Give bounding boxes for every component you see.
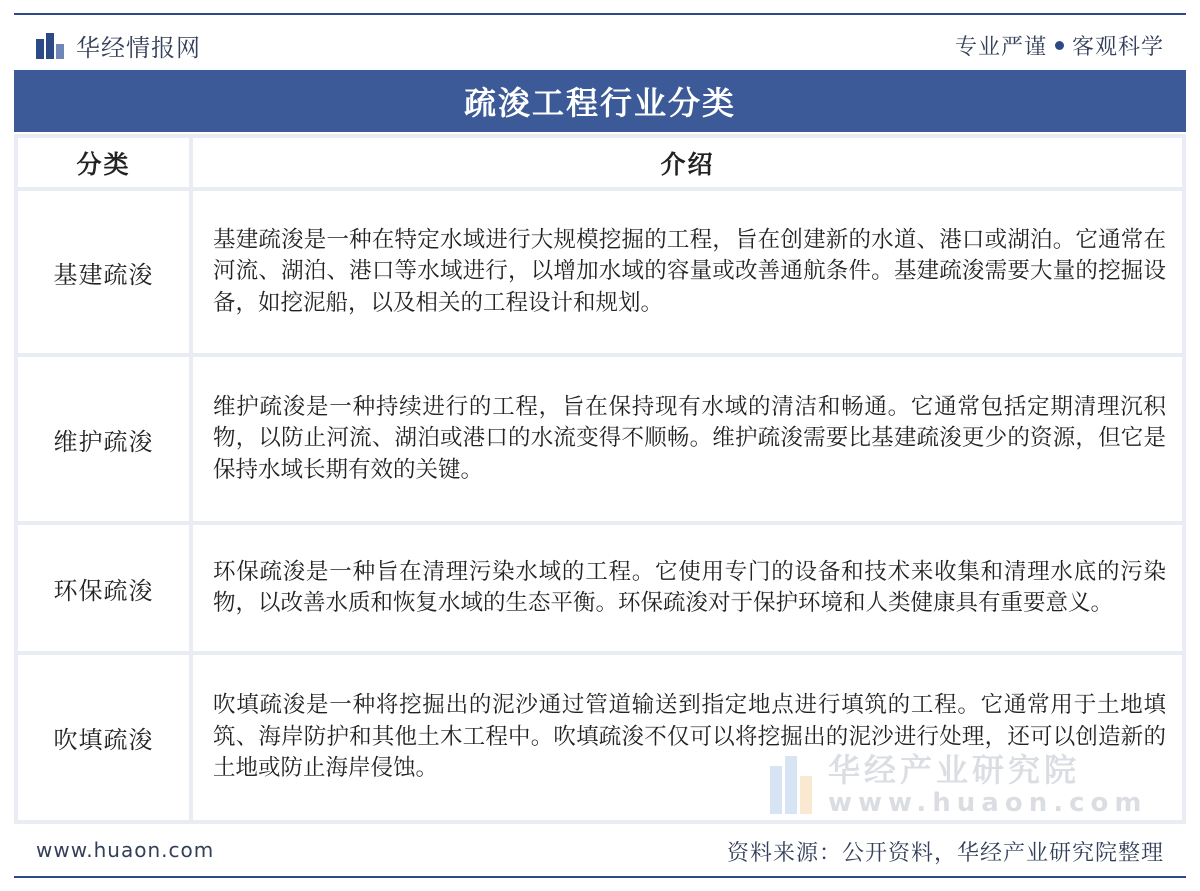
row-description: 环保疏浚是一种旨在清理污染水域的工程。它使用专门的设备和技术来收集和清理水底的污染物，以改善水质和恢复水域的生态平衡。环保疏浚对于保护环境和人类健康具有重要意义。 <box>193 525 1182 651</box>
table-row <box>18 191 1182 353</box>
row-category: 基建疏浚 <box>18 191 189 353</box>
table-row <box>18 357 1182 521</box>
table-row <box>18 525 1182 651</box>
top-divider <box>14 13 1186 15</box>
header <box>14 18 1186 68</box>
row-category: 环保疏浚 <box>18 525 189 651</box>
table-header-row <box>18 138 1182 187</box>
row-category: 维护疏浚 <box>18 357 189 521</box>
slogan-right: 客观科学 <box>1071 35 1164 60</box>
row-description: 维护疏浚是一种持续进行的工程，旨在保持现有水域的清洁和畅通。它通常包括定期清理沉积物，以防止河流、湖泊或港口的水流变得不顺畅。维护疏浚需要比基建疏浚更少的资源，但它是保持水域长期有效的关键。 <box>193 357 1182 521</box>
footer-source: 资料来源：公开资料，华经产业研究院整理 <box>726 841 1164 866</box>
watermark-name: 华经产业研究院 <box>828 751 1081 789</box>
huajing-logo-icon <box>36 33 66 59</box>
slogan <box>955 30 1164 61</box>
table-row <box>18 655 1182 820</box>
page-title: 疏浚工程行业分类 <box>463 84 736 122</box>
classification-table-container <box>14 134 1186 824</box>
brand <box>36 28 201 63</box>
watermark-url: www.huaon.com <box>828 788 1148 818</box>
bottom-divider <box>14 876 1186 878</box>
row-description: 基建疏浚是一种在特定水域进行大规模挖掘的工程，旨在创建新的水道、港口或湖泊。它通常在河流、湖泊、港口等水域进行，以增加水域的容量或改善通航条件。基建疏浚需要大量的挖掘设备，如挖泥船，以及相关的工程设计和规划。 <box>193 191 1182 353</box>
header-category: 分类 <box>18 138 189 187</box>
row-description: 吹填疏浚是一种将挖掘出的泥沙通过管道输送到指定地点进行填筑的工程。它通常用于土地填筑、海岸防护和其他土木工程中。吹填疏浚不仅可以将挖掘出的泥沙进行处理，还可以创造新的土地或防止海岸侵蚀。 <box>193 655 1182 820</box>
footer <box>14 826 1186 874</box>
header-description: 介绍 <box>193 138 1182 187</box>
title-bar <box>14 70 1186 132</box>
footer-site-link[interactable]: www.huaon.com <box>36 838 215 862</box>
bullet-dot-icon <box>1055 41 1064 50</box>
classification-table <box>14 134 1186 824</box>
row-category: 吹填疏浚 <box>18 655 189 820</box>
slogan-left: 专业严谨 <box>954 35 1047 60</box>
brand-name: 华经情报网 <box>76 34 201 62</box>
